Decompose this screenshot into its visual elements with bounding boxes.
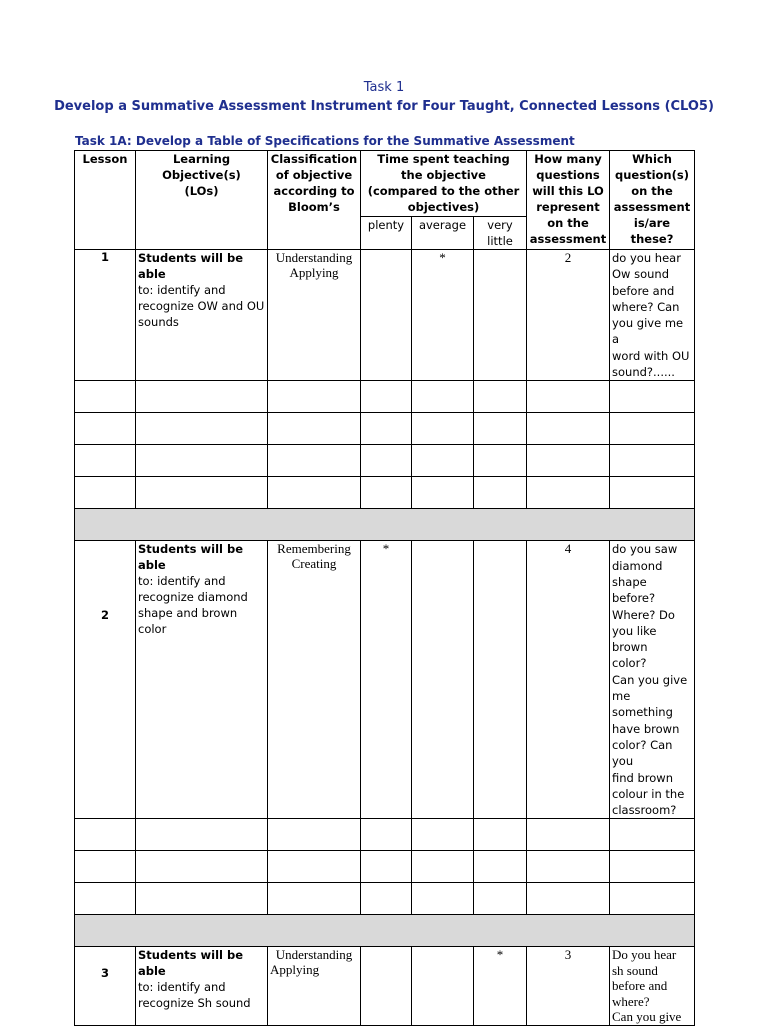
learning-objective: Students will be able to: identify and recognize diamond shape and brown color [136,541,268,819]
lesson-number: 3 [75,947,136,1026]
very-little-header: very little [474,217,527,250]
table-row [75,250,695,381]
document-title: Develop a Summative Assessment Instrument for Four Taught, Connected Lessons (CLO5) [54,99,714,114]
which-questions-header: Which question(s) on the assessment is/are these? [610,151,695,250]
header-row [75,151,695,217]
learning-objective: Students will be able to: identify and recognize OW and OU sounds [136,250,268,381]
average-header: average [412,217,474,250]
average-mark [412,541,474,819]
table-row [75,541,695,819]
average-mark: * [412,250,474,381]
average-mark [412,947,474,1026]
table-row [75,883,695,915]
assessment-questions: Do you hear sh sound before and where? Can you give [610,947,695,1026]
specifications-table [74,150,695,1026]
plenty-mark [361,250,412,381]
bloom-classification: Remembering Creating [268,541,361,819]
plenty-mark: * [361,541,412,819]
separator-row [75,509,695,541]
classification-header: Classification of objective according to Bloom’s [268,151,361,250]
plenty-header: plenty [361,217,412,250]
lesson-header: Lesson [75,151,136,250]
question-count: 4 [527,541,610,819]
table-row [75,851,695,883]
question-count: 2 [527,250,610,381]
table-row [75,819,695,851]
assessment-questions: do you saw diamond shape before? Where? Do you like brown color? Can you give me something have brown color? Can you find brown colour in the classroom? [610,541,695,819]
how-many-header: How many questions will this LO represent on the assessment [527,151,610,250]
learning-objective: Students will be able to: identify and recognize Sh sound [136,947,268,1026]
very-little-mark [474,250,527,381]
objectives-header: Learning Objective(s) (LOs) [136,151,268,250]
assessment-questions: do you hear Ow sound before and where? Can you give me a word with OU sound?...... [610,250,695,381]
very-little-mark [474,541,527,819]
table-row [75,947,695,1026]
table-row [75,413,695,445]
question-count: 3 [527,947,610,1026]
table-row [75,381,695,413]
lesson-number: 1 [75,250,136,381]
bloom-classification: Understanding Applying [268,250,361,381]
section-subtitle: Task 1A: Develop a Table of Specifications for the Summative Assessment [75,134,575,148]
lesson-number: 2 [75,541,136,819]
table-row [75,445,695,477]
plenty-mark [361,947,412,1026]
very-little-mark: * [474,947,527,1026]
bloom-classification: Understanding Applying [268,947,361,1026]
table-row [75,477,695,509]
task-title: Task 1 [363,80,405,95]
time-spent-header: Time spent teaching the objective (compared to the other objectives) [361,151,527,217]
separator-row [75,915,695,947]
